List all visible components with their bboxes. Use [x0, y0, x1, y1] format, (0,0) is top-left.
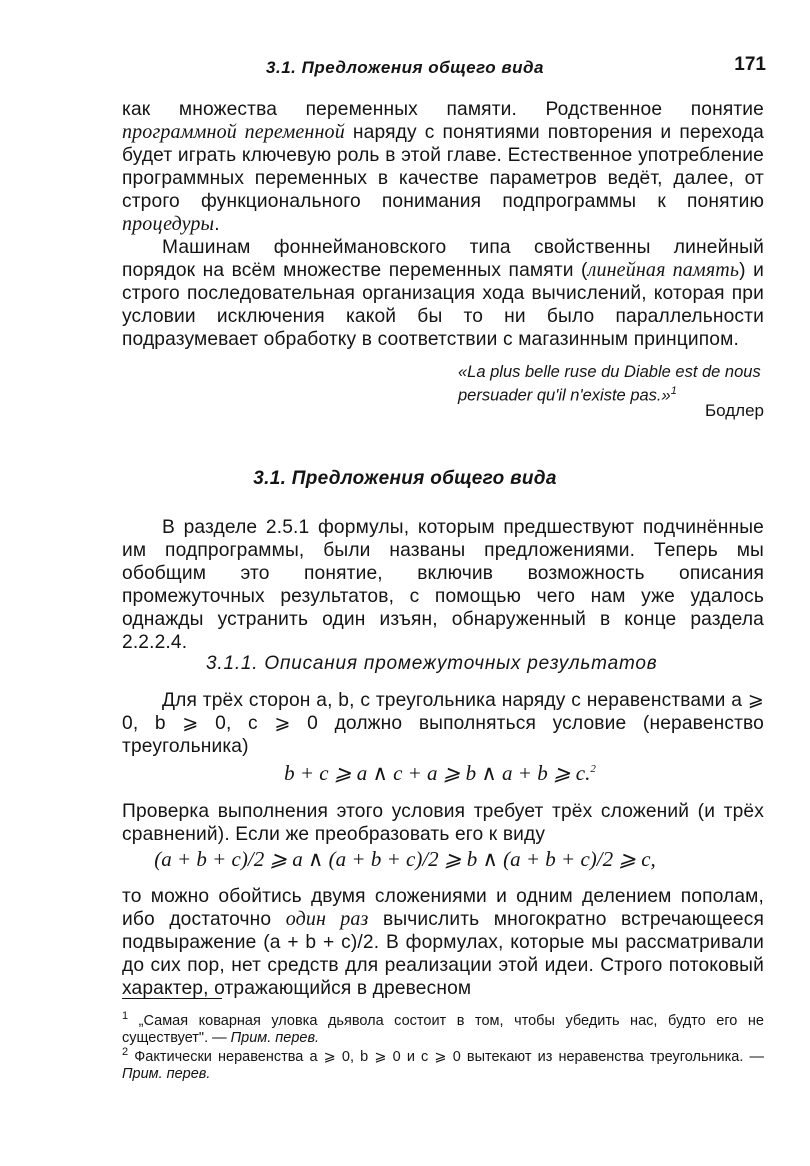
epigraph-author: Бодлер: [705, 401, 764, 420]
emphasis-once: один раз: [285, 908, 369, 930]
footnote-1: [122, 1008, 764, 1047]
page-number: 171: [734, 54, 766, 75]
text-run: Машинам фоннеймановского типа свойственны линейный порядок на всём множестве переменных памяти (: [122, 237, 764, 281]
subsection-paragraph-1: Для трёх сторон a, b, c треугольника наряду с неравенствами a ⩾ 0, b ⩾ 0, c ⩾ 0 должно выполняться условие (неравенство треугольника): [122, 690, 764, 757]
footnote-text: Фактически неравенства a ⩾ 0, b ⩾ 0 и c ⩾ 0 вытекают из неравенства треугольника. —: [128, 1048, 764, 1065]
footnote-text: „Самая коварная уловка дьявола состоит в том, чтобы убедить нас, будто его не существует". —: [122, 1012, 764, 1046]
epigraph-quote: [458, 363, 764, 406]
term-procedure: процедуры: [122, 213, 215, 235]
footnote-2: [122, 1044, 764, 1083]
formula-text: b + c ⩾ a ∧ c + a ⩾ b ∧ a + b ⩾ c.: [284, 761, 591, 785]
translator-note: Прим. перев.: [122, 1065, 211, 1082]
translator-note: Прим. перев.: [230, 1029, 320, 1046]
subsection-paragraph-2: Проверка выполнения этого условия требует трёх сложений (и трёх сравнений). Если же преобразовать его к виду: [122, 801, 764, 845]
text-run: ) и строго последовательная организация хода вычислений, которая при условии исключения какой бы то ни было параллельности подразумевает обработку в соответствии с магазинным принципом.: [122, 260, 764, 350]
text-run: то можно обойтись двумя сложениями и одним делением пополам, ибо достаточно: [122, 886, 764, 930]
section-paragraph: В разделе 2.5.1 формулы, которым предшествуют подчинённые им подпрограммы, были названы предложениями. Теперь мы обобщим это понятие, включив возможность описания промежуточных результатов, с помощью чего нам уже удалось однажды устранить один изъян, обнаруженный в конце раздела 2.2.2.4.: [122, 517, 764, 653]
text-run: наряду с понятиями повторения и перехода будет играть ключевую роль в этой главе. Естественное употребление программных переменных в качестве параметров ведёт, далее, от строго функционального понимания подпрограммы к понятию: [122, 122, 764, 212]
term-program-variable: программной переменной: [122, 121, 345, 143]
text-run: вычислить многократно встречающееся подвыражение (a + b + c)/2. В формулах, которые мы рассматривали до сих пор, нет средств для реализации этой идеи. Строго потоковый характер, отражающийся в древесном: [122, 909, 764, 999]
footnote-mark: 2: [122, 1046, 129, 1058]
text-run: .: [214, 214, 220, 235]
formula-triangle-inequality: [0, 761, 810, 786]
footnote-mark: 1: [122, 1010, 129, 1022]
footnote-ref-2: 2: [590, 763, 596, 775]
footnote-ref-1: 1: [670, 385, 677, 397]
paragraph-1: [122, 98, 764, 236]
section-heading: 3.1. Предложения общего вида: [253, 468, 557, 489]
formula-transformed: (a + b + c)/2 ⩾ a ∧ (a + b + c)/2 ⩾ b ∧ (a + b + c)/2 ⩾ c,: [154, 847, 656, 871]
text-run: как множества переменных памяти. Родственное понятие: [122, 99, 764, 120]
running-header-title: 3.1. Предложения общего вида: [266, 58, 544, 77]
epigraph-text: «La plus belle ruse du Diable est de nous persuader qu'il n'existe pas.»: [458, 363, 761, 405]
paragraph-2: [122, 236, 764, 351]
term-linear-memory: линейная память: [587, 259, 740, 281]
subsection-paragraph-3: [122, 885, 764, 1000]
subsection-heading: 3.1.1. Описания промежуточных результатов: [206, 653, 658, 674]
footnote-divider: [122, 998, 222, 999]
